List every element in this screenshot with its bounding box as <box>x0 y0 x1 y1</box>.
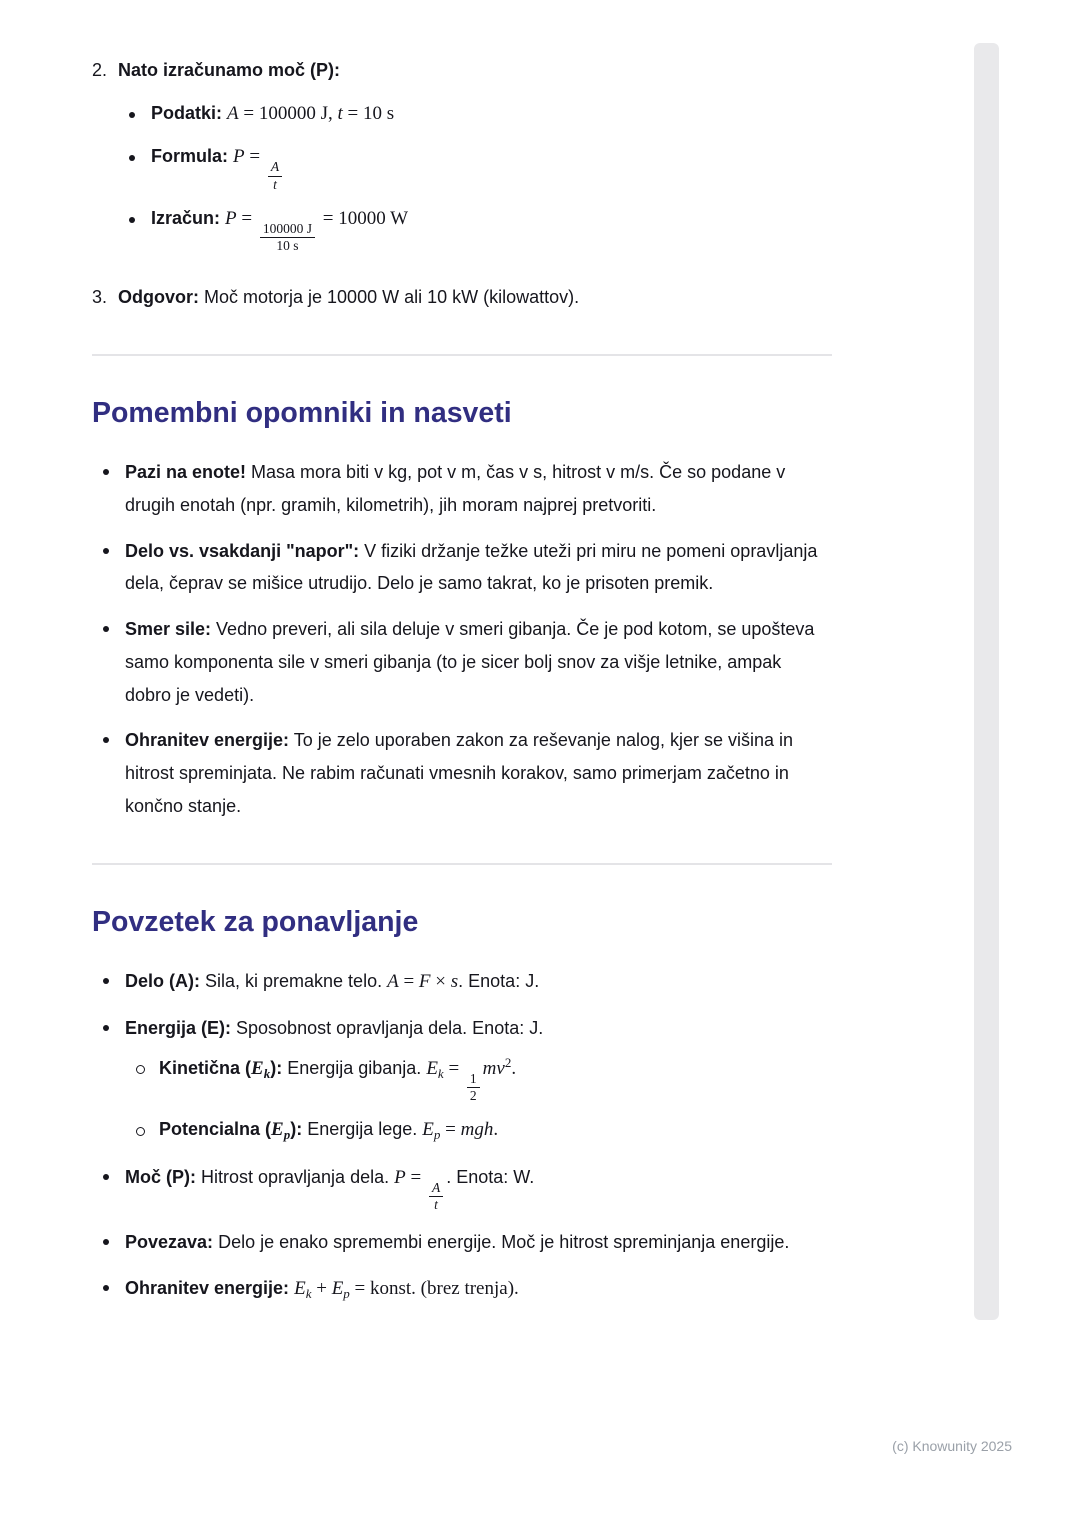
scrollbar[interactable] <box>974 43 999 1320</box>
item-text: Delo (A): Sila, ki premakne telo. A = F × s. Enota: J. <box>125 970 540 992</box>
section-heading: Pomembni opomniki in nasveti <box>92 396 512 429</box>
item-title: Odgovor: Moč motorja je 10000 W ali 10 kW (kilowattov). <box>118 287 580 308</box>
section-heading: Povzetek za ponavljanje <box>92 905 419 938</box>
item-text: Ohranitev energije: To je zelo uporaben zakon za reševanje nalog, kjer se višina in hitrost spreminjata. Ne rabim računati vmesnih korakov, samo primerjam začetno in končno stanje. <box>125 730 794 816</box>
item-text: Moč (P): Hitrost opravljanja dela. P = $\frac{A}{t}$ . Enota: W. <box>125 1166 535 1213</box>
list-item <box>118 202 832 254</box>
item-number: 3. <box>92 287 108 308</box>
item-text: Povezava: Delo je enako spremembi energije. Moč je hitrost spreminjanja energije. <box>125 1232 790 1253</box>
item-text: Potencialna $(E_p)$: Energija lege. $E_p$ = mgh. <box>159 1119 499 1143</box>
list-item <box>118 140 832 192</box>
item-text: Izračun: P = $\frac{100000 J}{10 s}$ = 10000 W <box>151 207 409 253</box>
section-divider <box>92 863 832 865</box>
list-item <box>92 1012 832 1148</box>
item-text: Delo vs. vsakdanji "napor": V fiziki držanje težke uteži pri miru ne pomeni opravljanja dela, čeprav se mišice utrudijo. Delo je samo takrat, ko je prisoten premik. <box>125 540 818 594</box>
list-item <box>92 1161 832 1213</box>
item-text: Podatki: A = 100000 J, t = 10 s <box>151 102 395 124</box>
sub-bullet-list <box>118 97 832 254</box>
list-item <box>92 1272 832 1307</box>
item-text: Kinetična $(E_k)$: Energija gibanja. $E_k$ = $\frac{1}{2}$ $mv^2$. <box>159 1055 517 1104</box>
bullet-list <box>92 456 832 823</box>
list-item <box>92 613 832 711</box>
section-divider <box>92 354 832 356</box>
item-title: Nato izračunamo moč (P): <box>118 60 341 80</box>
bullet-list <box>92 965 832 1307</box>
item-body <box>118 54 832 263</box>
list-item <box>125 1051 832 1104</box>
item-text: Smer sile: Vedno preveri, ali sila deluje v smeri gibanja. Če je pod kotom, se upošteva samo komponenta sile v smeri gibanja (to je sicer bolj snov za višje letnike, ampak dobro je vedeti). <box>125 619 815 705</box>
list-item <box>92 965 832 1000</box>
item-text: Energija (E): Sposobnost opravljanja dela. Enota: J. <box>125 1018 544 1039</box>
sub-bullet-list <box>125 1051 832 1148</box>
document-content <box>92 54 832 1320</box>
list-item <box>125 1113 832 1148</box>
footer-copyright: (c) Knowunity 2025 <box>892 1438 1012 1454</box>
list-item <box>92 456 832 522</box>
numbered-item <box>92 281 832 314</box>
item-text: Pazi na enote! Masa mora biti v kg, pot v m, čas v s, hitrost v m/s. Če so podane v drugih enotah (npr. gramih, kilometrih), jih moram najprej pretvoriti. <box>125 462 786 515</box>
item-body <box>118 281 832 314</box>
item-number: 2. <box>92 60 108 80</box>
item-text: Formula: P = $\frac{A}{t}$ <box>151 140 832 192</box>
list-item <box>92 535 832 601</box>
item-text: Ohranitev energije: $E_k + E_p$ = konst. (brez trenja). <box>125 1278 519 1302</box>
list-item <box>92 1226 832 1259</box>
list-item <box>118 97 832 132</box>
numbered-item <box>92 54 832 263</box>
list-item <box>92 724 832 822</box>
